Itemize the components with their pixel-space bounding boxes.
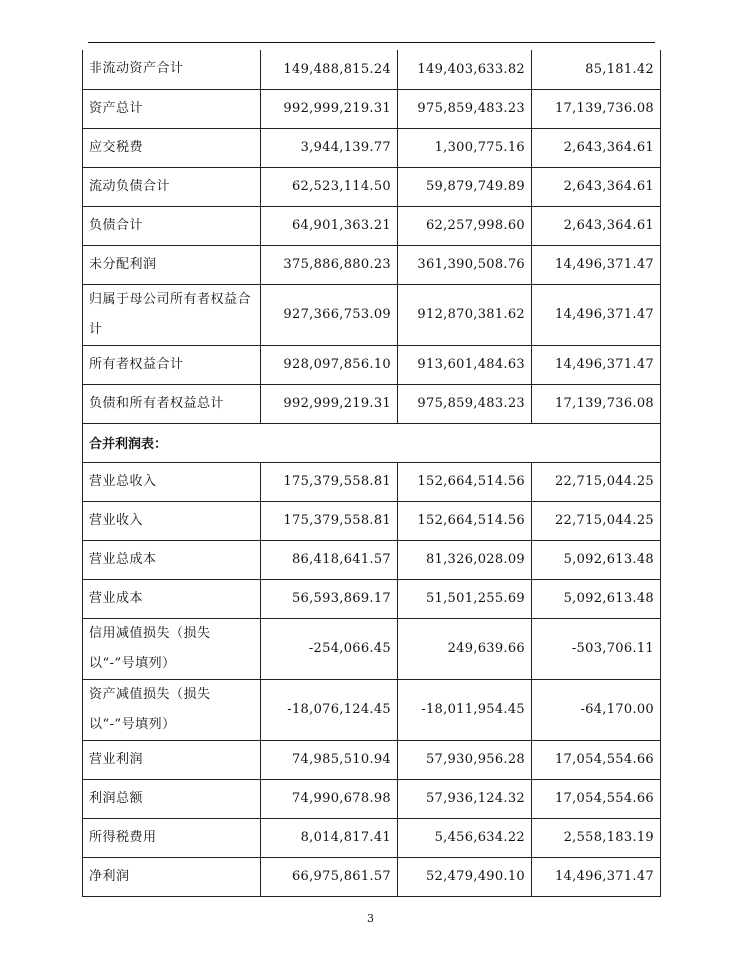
value-col-1: 86,418,641.57 [261, 540, 398, 579]
table-row [83, 618, 661, 679]
table-row [83, 345, 661, 384]
value-col-1: 64,901,363.21 [261, 206, 398, 245]
section-header-row [83, 423, 661, 462]
value-col-2: 912,870,381.62 [398, 284, 532, 345]
value-col-2: 81,326,028.09 [398, 540, 532, 579]
row-label: 非流动资产合计 [83, 50, 261, 89]
row-label: 营业利润 [83, 740, 261, 779]
value-col-2: 62,257,998.60 [398, 206, 532, 245]
value-col-1: 56,593,869.17 [261, 579, 398, 618]
value-col-3: -503,706.11 [532, 618, 661, 679]
value-col-3: 5,092,613.48 [532, 579, 661, 618]
table-row [83, 89, 661, 128]
value-col-1: 928,097,856.10 [261, 345, 398, 384]
value-col-3: 22,715,044.25 [532, 462, 661, 501]
value-col-3: 14,496,371.47 [532, 345, 661, 384]
table-row [83, 128, 661, 167]
value-col-1: 175,379,558.81 [261, 501, 398, 540]
row-label: 所有者权益合计 [83, 345, 261, 384]
header-rule [88, 42, 655, 43]
table-row [83, 579, 661, 618]
row-label: 净利润 [83, 857, 261, 896]
table-row [83, 779, 661, 818]
value-col-1: 927,366,753.09 [261, 284, 398, 345]
value-col-3: 2,643,364.61 [532, 167, 661, 206]
value-col-3: 85,181.42 [532, 50, 661, 89]
row-label: 营业总收入 [83, 462, 261, 501]
value-col-1: 3,944,139.77 [261, 128, 398, 167]
value-col-2: 361,390,508.76 [398, 245, 532, 284]
value-col-2: 913,601,484.63 [398, 345, 532, 384]
value-col-3: 14,496,371.47 [532, 857, 661, 896]
row-label: 所得税费用 [83, 818, 261, 857]
row-label: 营业总成本 [83, 540, 261, 579]
value-col-2: -18,011,954.45 [398, 679, 532, 740]
value-col-3: 5,092,613.48 [532, 540, 661, 579]
page-number: 3 [367, 912, 374, 925]
table-row [83, 857, 661, 896]
value-col-3: 17,139,736.08 [532, 89, 661, 128]
row-label: 资产总计 [83, 89, 261, 128]
value-col-1: 175,379,558.81 [261, 462, 398, 501]
value-col-2: 51,501,255.69 [398, 579, 532, 618]
section-title: 合并利润表： [83, 423, 661, 462]
row-label: 营业成本 [83, 579, 261, 618]
value-col-1: 66,975,861.57 [261, 857, 398, 896]
value-col-2: 149,403,633.82 [398, 50, 532, 89]
value-col-3: 2,558,183.19 [532, 818, 661, 857]
value-col-1: 74,990,678.98 [261, 779, 398, 818]
value-col-2: 975,859,483.23 [398, 384, 532, 423]
value-col-1: -18,076,124.45 [261, 679, 398, 740]
value-col-3: 2,643,364.61 [532, 206, 661, 245]
value-col-2: 59,879,749.89 [398, 167, 532, 206]
row-label: 归属于母公司所有者权益合计 [83, 284, 261, 345]
row-label: 负债和所有者权益总计 [83, 384, 261, 423]
value-col-1: 62,523,114.50 [261, 167, 398, 206]
row-label: 利润总额 [83, 779, 261, 818]
value-col-1: 375,886,880.23 [261, 245, 398, 284]
value-col-3: 17,054,554.66 [532, 779, 661, 818]
table-row [83, 462, 661, 501]
row-label: 负债合计 [83, 206, 261, 245]
value-col-3: 14,496,371.47 [532, 284, 661, 345]
value-col-2: 152,664,514.56 [398, 462, 532, 501]
table-row [83, 384, 661, 423]
value-col-2: 249,639.66 [398, 618, 532, 679]
value-col-3: 17,139,736.08 [532, 384, 661, 423]
table-row [83, 740, 661, 779]
value-col-2: 57,930,956.28 [398, 740, 532, 779]
value-col-2: 57,936,124.32 [398, 779, 532, 818]
table-row [83, 50, 661, 89]
value-col-2: 152,664,514.56 [398, 501, 532, 540]
value-col-1: 149,488,815.24 [261, 50, 398, 89]
value-col-1: 992,999,219.31 [261, 89, 398, 128]
value-col-3: 17,054,554.66 [532, 740, 661, 779]
value-col-2: 5,456,634.22 [398, 818, 532, 857]
row-label: 资产减值损失（损失以“-”号填列） [83, 679, 261, 740]
table-row [83, 818, 661, 857]
value-col-2: 1,300,775.16 [398, 128, 532, 167]
value-col-3: 14,496,371.47 [532, 245, 661, 284]
table-row [83, 245, 661, 284]
value-col-1: 8,014,817.41 [261, 818, 398, 857]
table-row [83, 501, 661, 540]
row-label: 未分配利润 [83, 245, 261, 284]
value-col-1: -254,066.45 [261, 618, 398, 679]
table-row [83, 679, 661, 740]
value-col-1: 992,999,219.31 [261, 384, 398, 423]
value-col-3: 2,643,364.61 [532, 128, 661, 167]
value-col-2: 975,859,483.23 [398, 89, 532, 128]
table-row [83, 540, 661, 579]
value-col-3: -64,170.00 [532, 679, 661, 740]
row-label: 营业收入 [83, 501, 261, 540]
table-row [83, 167, 661, 206]
table-row [83, 284, 661, 345]
financial-table [82, 50, 661, 897]
value-col-3: 22,715,044.25 [532, 501, 661, 540]
table-row [83, 206, 661, 245]
row-label: 信用减值损失（损失以“-”号填列） [83, 618, 261, 679]
row-label: 流动负债合计 [83, 167, 261, 206]
row-label: 应交税费 [83, 128, 261, 167]
value-col-1: 74,985,510.94 [261, 740, 398, 779]
value-col-2: 52,479,490.10 [398, 857, 532, 896]
